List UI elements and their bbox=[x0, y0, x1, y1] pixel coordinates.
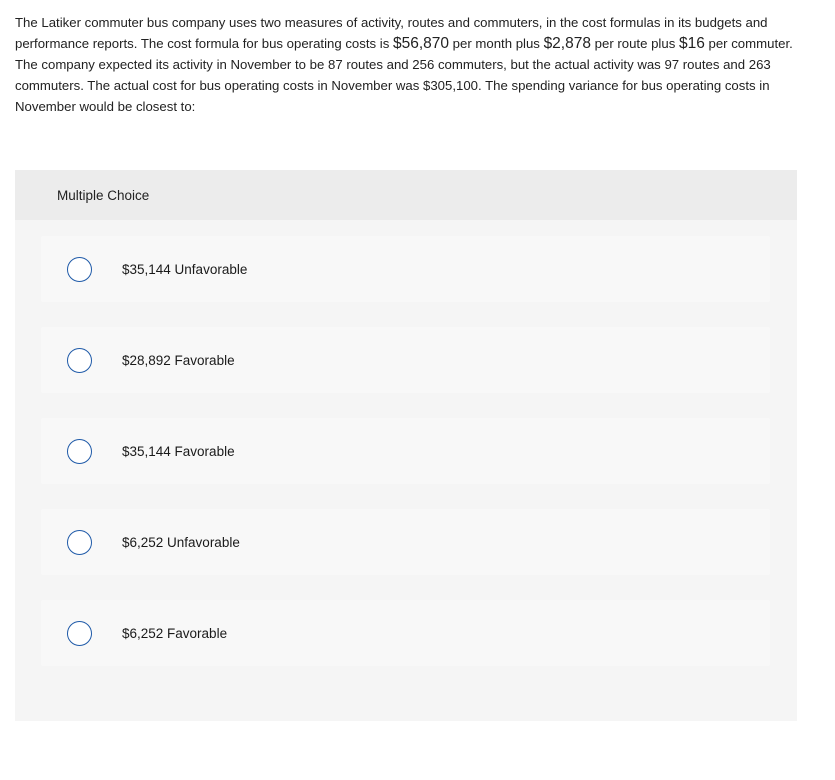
choice-label: $35,144 Favorable bbox=[122, 443, 235, 459]
radio-button-icon[interactable] bbox=[67, 530, 92, 555]
choice-label: $28,892 Favorable bbox=[122, 352, 235, 368]
choice-option-2[interactable] bbox=[41, 327, 770, 393]
multiple-choice-panel bbox=[15, 170, 797, 721]
question-part-2: per month plus bbox=[449, 36, 544, 51]
radio-button-icon[interactable] bbox=[67, 348, 92, 373]
choice-option-1[interactable] bbox=[41, 236, 770, 302]
question-text bbox=[15, 12, 805, 117]
per-commuter-amount: $16 bbox=[678, 35, 705, 52]
choice-option-3[interactable] bbox=[41, 418, 770, 484]
question-part-4: per commuter. The company expected its activity in November to be 87 routes and 256 commuters, but the actual activity was 97 routes and 263 commuters. The actual cost for bus operating costs in November was $305,100. The spending variance for bus operating costs in November would be closest to: bbox=[15, 36, 793, 114]
choice-option-4[interactable] bbox=[41, 509, 770, 575]
per-route-amount: $2,878 bbox=[543, 35, 591, 52]
choice-option-5[interactable] bbox=[41, 600, 770, 666]
radio-button-icon[interactable] bbox=[67, 621, 92, 646]
monthly-fixed-amount: $56,870 bbox=[392, 35, 449, 52]
radio-button-icon[interactable] bbox=[67, 257, 92, 282]
question-part-3: per route plus bbox=[590, 36, 679, 51]
question-part-1: The Latiker commuter bus company uses two measures of activity, routes and commuters, in the cost formulas in its budgets and performance reports. The cost formula for bus operating costs is bbox=[15, 15, 768, 51]
choice-list bbox=[41, 236, 770, 691]
radio-button-icon[interactable] bbox=[67, 439, 92, 464]
multiple-choice-header: Multiple Choice bbox=[15, 170, 797, 220]
choice-label: $6,252 Favorable bbox=[122, 625, 228, 641]
choice-label: $6,252 Unfavorable bbox=[122, 534, 240, 550]
choice-label: $35,144 Unfavorable bbox=[122, 261, 248, 277]
